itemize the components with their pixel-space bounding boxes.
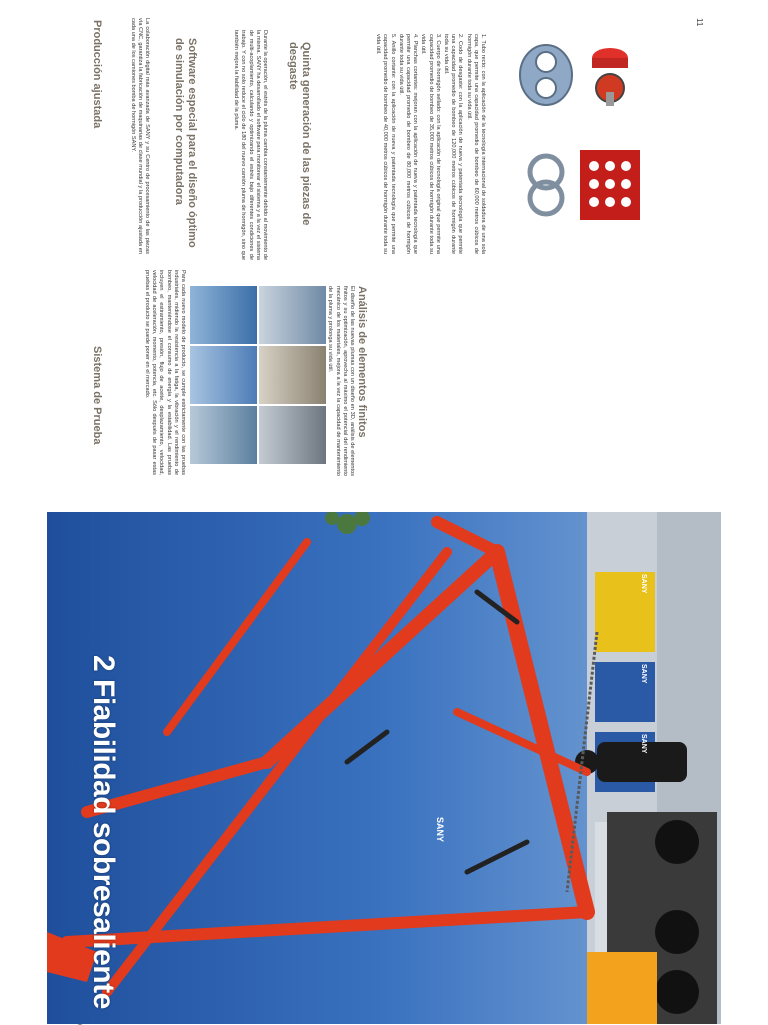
heading-quinta: Quinta generación de las piezas de desgaste — [287, 42, 312, 226]
page-number-right: 11 — [695, 18, 704, 27]
section-quinta — [282, 42, 312, 242]
test-photo — [259, 346, 326, 404]
list-quinta — [326, 34, 486, 254]
list-item: 4. Planchas cortantes: mejoran con la aplicación de nueva y patentada tecnología que permite una capacidad promedio de bombeo de 80,000 metros cúbicos de hormigón durante toda su vida útil. — [397, 34, 419, 254]
test-photo — [259, 406, 326, 464]
list-item: 3. Cuerpo de hormigón sellado: con la aplicación de tecnología original que permite una capacidad promedio de bombeo de 35,000 metros cúbicos de hormigón durante toda su vida útil. — [420, 34, 441, 254]
hero-title: 2 Fiabilidad sobresaliente — [87, 655, 120, 1009]
test-photo — [190, 286, 257, 344]
body-software: Durante la operación, el estrés de la pluma cambia constantemente debido al movimiento de la misma. SANY ha desarrollado el software para monitorear el sistema y a la vez el sistema de multi-acoplamiento, calculando y optimizando el estrés bajo diferentes condiciones de trabajo. Y con no solo reduce el ciclo de 180 del nuevo camión pluma de hormigón, sino que también mejora la fiabilidad de la pluma. — [233, 30, 268, 260]
pipe-bundle-photo — [580, 150, 640, 220]
test-photo — [190, 346, 257, 404]
section-produccion — [86, 20, 103, 250]
boom-illustration — [47, 512, 721, 1024]
heading-sistema-prueba: Sistema de Prueba — [91, 346, 103, 445]
piston-photo — [580, 40, 640, 110]
section-software — [168, 38, 198, 248]
section-sistema-prueba — [86, 346, 103, 486]
list-item: 2. Codo de desgaste: con la aplicación de nueva y patentada tecnología que permite una capacidad promedio de bombeo de 120,000 metros cúbicos de hormigón durante toda su vida útil. — [442, 34, 464, 254]
text-sistema-prueba — [140, 270, 186, 475]
test-photo-grid — [190, 286, 326, 464]
hero-photo — [47, 512, 721, 1024]
heading-analisis: Análisis de elementos finitos — [356, 286, 368, 438]
banner-brand-1: SANY — [640, 574, 647, 594]
heading-produccion: Producción ajustada — [91, 20, 103, 129]
body-produccion: La colaboración digital más avanzada de SANY y su Centro de procesamiento de las piezas vía CNC, garantiza la fabricación de maquinarias de clase mundial y la producción ajustada en cada una de los camiones bomba de hormigón SANY. — [129, 18, 150, 254]
test-photo — [259, 286, 326, 344]
body-sistema-prueba: Para cada nuevo modelo de producto, se cumple estrictamente con las pruebas industriales, midiendo la resistencia a la fatiga, la vibración y el rendimiento de bombeo, manteniéndose el consumo de energía y la estabilidad. Las pruebas incluyen el estiramiento, presión, flujo de aceite, desplazamiento, velocidad, velocidad de aceleración, momento, potencia, etc. Sólo después de pasar estas pruebas el producto se puede poner en el mercado. — [143, 270, 186, 475]
list-item: 5. Anillo cortante: con la aplicación de nueva y patentada tecnología que permite una capacidad promedio de bombeo de 40,000 metros cúbicos de hormigón durante toda su vida útil. — [375, 34, 396, 254]
heading-software: Software especial para el diseño óptimo de simulación por computadora — [173, 38, 198, 248]
test-photo — [190, 406, 257, 464]
list-item: 1. Tubo recto: con la aplicación de la tecnología internacional de soldadura de una sola capa, que permite una capacidad promedio de bombeo de 60,000 metros cúbicos de hormigón durante toda su vida útil. — [465, 34, 486, 254]
text-software — [229, 30, 268, 260]
banner-brand-2: SANY — [640, 664, 647, 684]
text-produccion — [125, 18, 150, 254]
text-analisis — [323, 286, 355, 476]
boom-brand-label: SANY — [435, 817, 445, 843]
banner-brand-3: SANY — [640, 734, 647, 754]
body-analisis: El diseño de las nuevas plumas con un diseño en 3D, análisis de elementos finitos y su optimización, aprovecha al máximo el potencial del rendimiento mecánico de los materiales, mejora a la vez la capacidad de mantenimiento de la pluma y prolonga su vida útil. — [327, 286, 355, 476]
spectacle-plate-photo — [516, 40, 576, 110]
cutting-rings-photo — [516, 150, 576, 220]
